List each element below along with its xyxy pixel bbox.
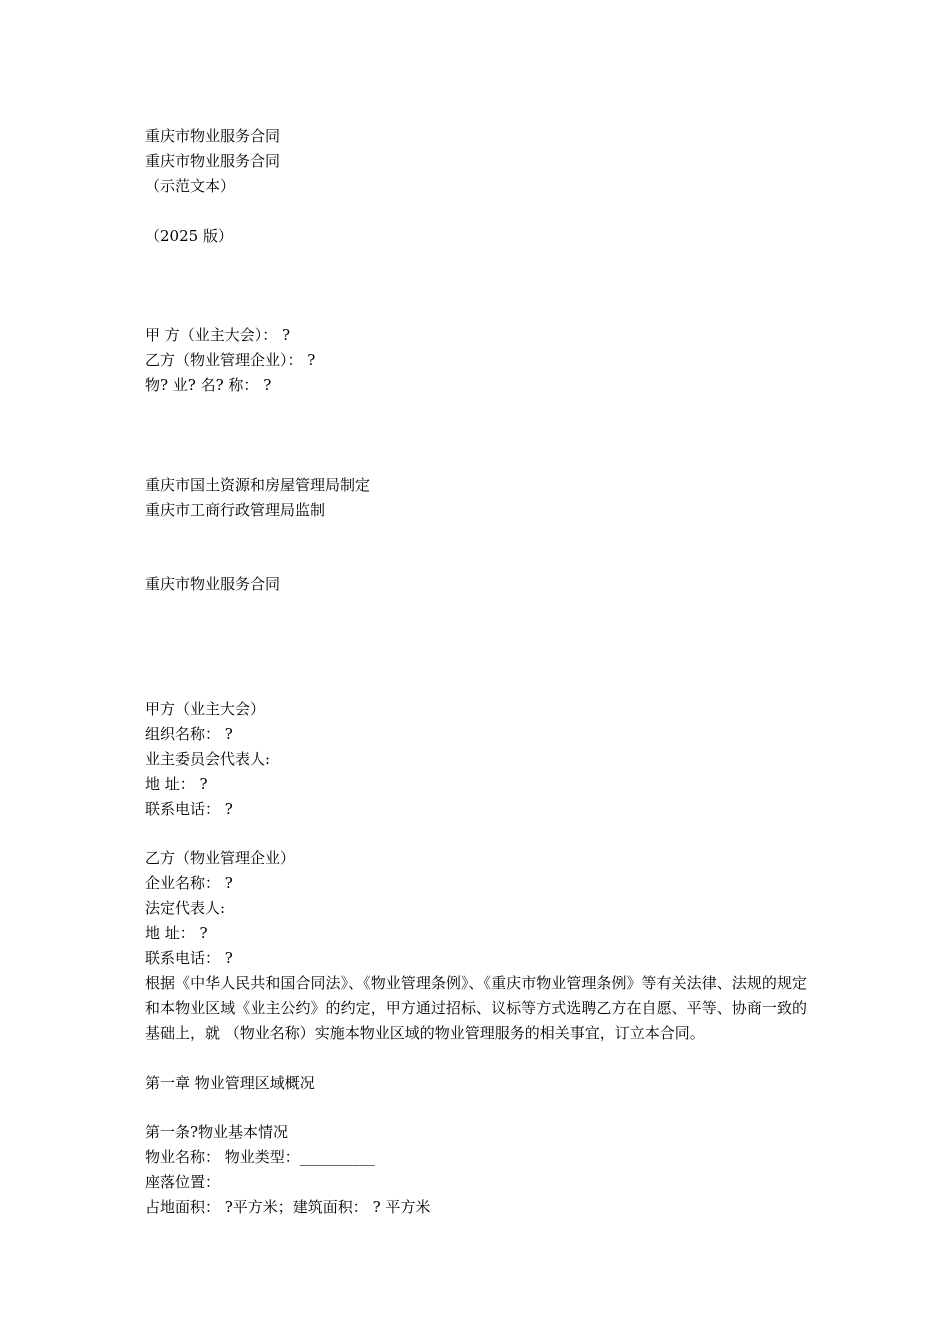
- body-title: 重庆市物业服务合同: [145, 575, 281, 593]
- party-b-address: 地 址： ?: [145, 924, 208, 942]
- cover-issuer: 重庆市国土资源和房屋管理局制定: [145, 476, 371, 494]
- cover-version: （2025 版）: [145, 227, 233, 245]
- article-1-location: 座落位置：: [145, 1173, 221, 1191]
- cover-title-2: 重庆市物业服务合同: [145, 152, 281, 170]
- party-a-org-name: 组织名称： ?: [145, 725, 233, 743]
- cover-title-1: 重庆市物业服务合同: [145, 127, 281, 145]
- party-b-company-name: 企业名称： ?: [145, 874, 233, 892]
- preamble-paragraph: 根据《中华人民共和国合同法》、《物业管理条例》、《重庆市物业管理条例》等有关法律、法规的规定和本物业区域《业主公约》的约定，甲方通过招标、议标等方式选聘乙方在自愿、平等、协商一致的基础上，就 （物业名称）实施本物业区域的物业管理服务的相关事宜，订立本合同。: [145, 974, 807, 1042]
- cover-party-b: 乙方（物业管理企业）： ?: [145, 351, 316, 369]
- article-1-area: 占地面积： ?平方米；建筑面积： ? 平方米: [145, 1198, 431, 1216]
- party-a-address: 地 址： ?: [145, 775, 208, 793]
- article-1-name-type: 物业名称： 物业类型：__________: [145, 1148, 375, 1166]
- party-b-legal-rep: 法定代表人:: [145, 899, 226, 917]
- cover-property-name: 物? 业? 名? 称： ?: [145, 376, 272, 394]
- chapter-1-heading: 第一章 物业管理区域概况: [145, 1074, 315, 1092]
- cover-supervisor: 重庆市工商行政管理局监制: [145, 501, 326, 519]
- party-a-representative: 业主委员会代表人:: [145, 750, 271, 768]
- party-b-heading: 乙方（物业管理企业）: [145, 849, 296, 867]
- party-a-phone: 联系电话： ?: [145, 800, 233, 818]
- cover-party-a: 甲 方（业主大会）： ?: [145, 326, 291, 344]
- party-a-heading: 甲方（业主大会）: [145, 700, 266, 718]
- article-1-heading: 第一条?物业基本情况: [145, 1123, 289, 1141]
- cover-subtitle: （示范文本）: [145, 177, 236, 195]
- party-b-phone: 联系电话： ?: [145, 949, 233, 967]
